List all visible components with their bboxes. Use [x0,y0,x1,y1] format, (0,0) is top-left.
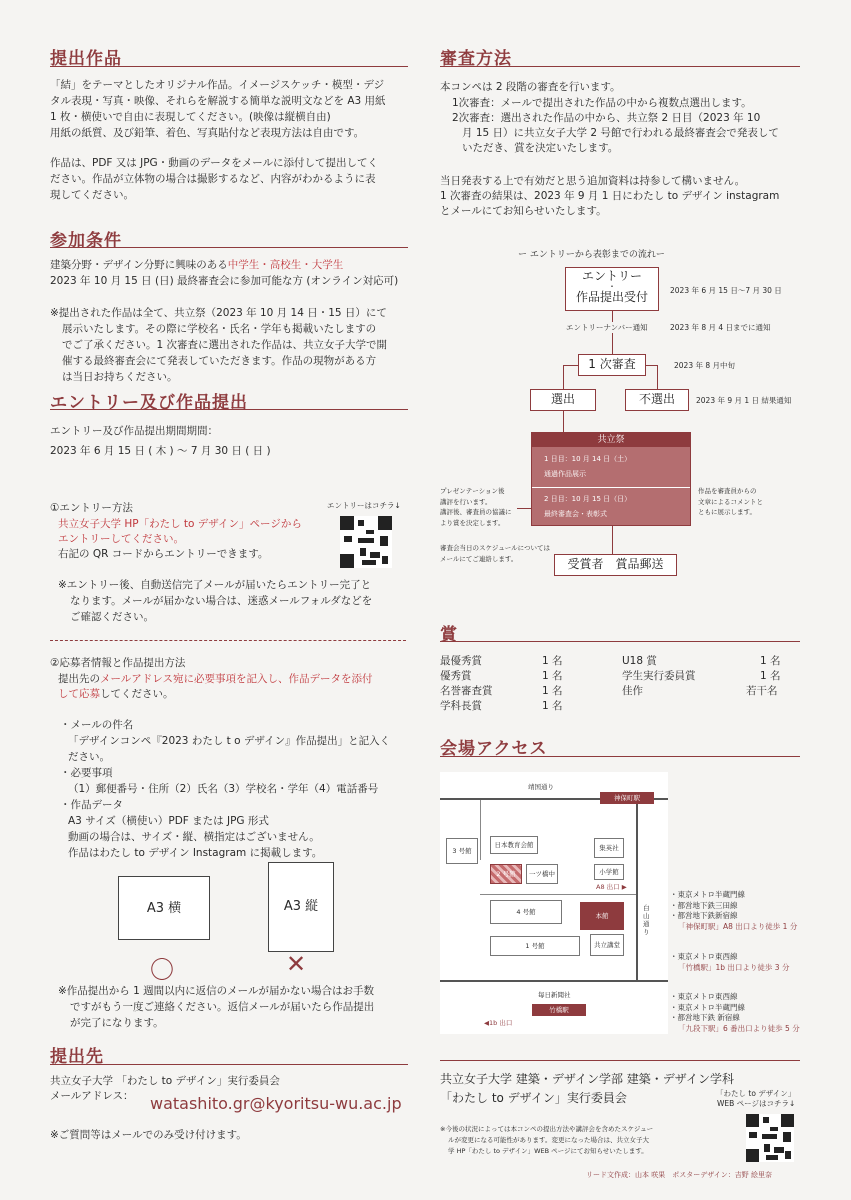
hitotsu: 一ツ橋中 [526,864,558,884]
dashed-divider [50,640,406,641]
final-note: が完了になります。 [70,1017,164,1029]
applicant-red: して応募 [58,688,100,700]
flow-schedule-note-line: 審査会当日のスケジュールについては [440,544,550,552]
a3-landscape-box: A3 横 [118,876,210,940]
review-line: 月 15 日）に共立女子大学 2 号館で行われる最終審査会で発表して [462,127,779,139]
award-count: 1 名 [760,670,781,682]
final-note: ※作品提出から 1 週間以内に返信のメールが届かない場合はお手数 [58,985,374,997]
flow-connector [612,526,613,554]
award-name: 佳作 [622,685,643,697]
applicant-title: ②応募者情報と作品提出方法 [50,657,186,669]
route-line: ・都営地下鉄 新宿線 [670,1013,740,1022]
submission-line: 用紙の紙質、及び鉛筆、着色、写真貼付など表現方法は自由です。 [50,127,365,139]
submission-line: 現してください。 [50,189,134,201]
award-name: 学科長賞 [440,700,482,712]
footer-note-line: ルが変更になる可能性があります。変更になった場合は、共立女子大 [448,1136,649,1144]
flow-festival-title: 共立祭 [532,433,690,447]
route-line: ・東京メトロ東西線 [670,992,738,1001]
entry-method-link[interactable]: エントリーしてください。 [58,533,184,545]
conditions-note: ※提出された作品は全て、共立祭（2023 年 10 月 14 日・15 日）にて [50,307,387,319]
applicant-red: メールアドレス宛に必要事項を記入し、作品データを添付 [100,673,373,685]
conditions-line [50,258,343,274]
award-name: 優秀賞 [440,670,472,682]
entry-method-title: ①エントリー方法 [50,502,133,514]
shueisha: 集英社 [594,838,624,858]
map-road [636,800,638,980]
elementary: 小学館 [594,864,624,880]
divider [440,756,800,757]
flow-entry-box [565,267,659,311]
award-name: 名誉審査賞 [440,685,493,697]
flow-right-note [698,486,763,518]
flow-right-note-line: ともに展示します。 [698,508,756,516]
divider [440,1060,800,1061]
conditions-note: 展示いたします。その際に学校名・氏名・学年も掲載いたしますの [62,323,377,335]
bld3: 3 号館 [446,838,478,864]
flow-day2: 2 日目：10 月 15 日（日） [544,495,632,503]
a3-portrait-box: A3 縦 [268,862,334,952]
section-conditions-title: 参加条件 [50,231,122,251]
flow-connector [563,411,564,432]
dest-note: ※ご質問等はメールでのみ受け付けます。 [50,1129,247,1141]
flow-schedule-note-line: メールにてご連絡します。 [440,554,518,563]
flow-left-note-line: 講評後、審査員の協議に [440,508,512,516]
route-line: ・東京メトロ半蔵門線 [670,1002,745,1012]
flow-right-note-line: 作品を審査員からの [698,487,757,495]
dest-email-label: メールアドレス： [50,1090,134,1102]
flow-connector [612,311,613,355]
data-line: A3 サイズ（横使い）PDF または JPG 形式 [68,815,269,827]
ng-mark: ✕ [286,950,307,978]
routes3 [670,992,800,1034]
section-entry-title: エントリー及び作品提出 [50,393,248,413]
flow-not-selected: 不選出 [625,389,689,411]
flow-left-note-line: プレゼンテーション後 [440,487,505,495]
data-line: 動画の場合は、サイズ・縦、横指定はございません。 [68,831,320,843]
conditions-note: は当日お持ちください。 [62,371,178,383]
dest-org: 共立女子大学 「わたし to デザイン」実行委員会 [50,1075,280,1087]
section-submission-title: 提出作品 [50,49,122,69]
award-count: 1 名 [760,655,781,667]
flow-connector [563,365,564,389]
a8-exit: A8 出口 ▶ [596,883,627,891]
award-count: 1 名 [542,670,563,682]
review-line: 当日発表する上で有効だと思う追加資料は持参して構いません。 [440,175,746,187]
conditions-note: 催する最終審査会にて発表していただきます。作品の現物がある方 [62,355,377,367]
review-line: とメールにてお知らせいたします。 [440,205,607,217]
applicant-line [58,687,174,703]
footer-committee: 「わたし to デザイン」実行委員会 [440,1091,627,1105]
divider [50,247,408,248]
subject: 「デザインコンペ『2023 わたし t o デザイン』作品提出」と記入く [68,735,391,747]
flow-left-note [440,486,512,528]
flow-festival-block [531,432,691,526]
conditions-note: でご了承ください。1 次審査に選出された作品は、共立女子大学で開 [62,339,388,351]
bld1: 1 号館 [490,936,580,956]
review-line: いただき、賞を決定いたします。 [462,142,619,154]
entry-method-note: ご確認ください。 [70,611,154,623]
submission-line: 1 枚・横使いで自由に表現してください。(映像は縦横自由) [50,111,331,123]
divider [50,1064,408,1065]
review-line: 1次審査：メールで提出された作品の中から複数点選出します。 [452,97,752,109]
divider [50,409,408,410]
required-head: ・必要事項 [60,767,113,779]
entry-period: 2023 年 6 月 15 日 ( 木 ) ～ 7 月 30 日 ( 日 ) [50,445,271,457]
award-count: 1 名 [542,655,563,667]
b1b-exit: ◀1b 出口 [484,1019,513,1027]
conditions-highlight: 中学生・高校生・大学生 [227,259,344,271]
flow-day2-sub: 最終審査会・表彰式 [544,510,607,518]
footer-credit: リード文作成：山本 咲果 ポスターデザイン：吉野 絵里奈 [586,1171,772,1179]
dest-email[interactable]: watashito.gr@kyoritsu-wu.ac.jp [150,1094,402,1113]
flow-entry-label: エントリー [581,269,642,283]
flow-left-note-line: 講評を行います。 [440,497,492,506]
data-line: 作品はわたし to デザイン Instagram に掲載します。 [68,847,323,859]
submission-line: 作品は、PDF 又は JPG・動画のデータをメールに添付して提出してく [50,157,378,169]
conditions-line: 2023 年 10 月 15 日 (日) 最終審査会に参加可能な方 (オンライン対応可) [50,275,399,287]
submission-line: タル表現・写真・映像、それらを解説する簡単な説明文などを A3 用紙 [50,95,386,107]
flow-first-review: 1 次審査 [578,354,646,376]
web-qr-code[interactable] [746,1114,794,1162]
web-caption [716,1089,795,1109]
entry-method-note: ※エントリー後、自動送信完了メールが届いたらエントリー完了と [58,579,372,591]
routes1 [670,890,797,932]
review-line: 本コンペは 2 段階の審査を行います。 [440,81,621,93]
footer-note [440,1124,653,1157]
award-name: U18 賞 [622,655,657,667]
submission-line: 「結」をテーマとしたオリジナル作品。イメージスケッチ・模型・デジ [50,79,385,91]
bld2: 2 号館 [490,864,522,884]
routes2 [670,952,789,973]
entry-method-line: 右記の QR コードからエントリーできます。 [58,548,269,560]
flow-entry-label: 作品提出受付 [575,290,648,304]
flow-connector [657,365,658,389]
flow-left-note-line: より賞を決定します。 [440,518,505,527]
entry-method-link[interactable]: 共立女子大学 HP「わたし to デザイン」ページから [58,518,302,530]
route-note: 「竹橋駅」1b 出口より徒歩 3 分 [678,962,790,972]
map-road [440,980,668,982]
subject-head: ・メールの件名 [60,719,134,731]
divider [440,66,800,67]
bld4: 4 号館 [490,900,562,924]
route-line: ・都営地下鉄三田線 [670,900,738,910]
takebashi-station: 竹橋駅 [532,1004,586,1016]
honkan: 本館 [580,902,624,930]
flow-right-note-line: 文章によるコメントと [698,497,763,506]
street-top-label: 靖国通り [528,783,554,791]
mainichi-label: 毎日新聞社 [538,991,571,999]
divider [440,641,800,642]
jimbocho-station: 神保町駅 [600,792,654,804]
flow-result-date: 2023 年 9 月 1 日 結果通知 [696,396,792,405]
flow-first-date: 2023 年 8 月中旬 [674,361,736,370]
section-awards-title: 賞 [440,625,458,645]
jpkyoiku: 日本教育会館 [490,836,538,854]
entry-method-note: なります。メールが届かない場合は、迷惑メールフォルダなどを [70,595,373,607]
award-count: 1 名 [542,685,563,697]
access-map [440,772,668,1034]
award-name: 最優秀賞 [440,655,482,667]
qr-caption: エントリーはコチラ↓ [327,501,401,510]
review-line: 1 次審査の結果は、2023 年 9 月 1 日にわたし to デザイン instagram [440,190,780,202]
hakusan-label: 白山通り [643,904,650,936]
data-head: ・作品データ [60,799,123,811]
award-count: 1 名 [542,700,563,712]
flow-day1-sub: 通過作品展示 [544,470,586,478]
flow-selected: 選出 [530,389,596,411]
review-line: 2次審査：選出された作品の中から、共立祭 2 日目（2023 年 10 [452,112,761,124]
section-access-title: 会場アクセス [440,739,548,759]
conditions-prefix: 建築分野・デザイン分野に興味のある [50,259,228,271]
section-dest-title: 提出先 [50,1047,104,1067]
submission-line: ださい。作品が立体物の場合は撮影するなど、内容がわかるように表 [50,173,376,185]
flow-festival-divider [532,487,690,488]
flow-schedule-note [440,543,550,564]
kodo: 共立講堂 [590,934,624,956]
award-name: 学生実行委員賞 [622,670,696,682]
flow-title: ー エントリーから表彰までの流れー [518,250,665,260]
route-line: ・都営地下鉄新宿線 [670,911,738,920]
flow-connector [563,365,578,366]
flow-award-box: 受賞者 賞品郵送 [554,554,677,576]
applicant-prefix: 提出先の [58,673,100,685]
footer-note-line: 学 HP「わたし to デザイン」WEB ページにてお知らせいたします。 [448,1147,648,1155]
map-road [480,800,481,860]
map-road [480,894,636,895]
flow-entry-dot: ・ [608,282,616,291]
route-line: ・東京メトロ東西線 [670,952,738,961]
applicant-line [58,672,372,688]
route-note: 「神保町駅」A8 出口より徒歩 1 分 [678,921,798,931]
flow-entry-date: 2023 年 6 月 15 日～7 月 30 日 [670,286,782,295]
final-note: ですがもう一度ご連絡ください。返信メールが届いたら作品提出 [70,1001,375,1013]
flow-day1: 1 日目：10 月 14 日（土） [544,455,632,463]
footer-note-line: ※今後の状況によっては本コンペの提出方法や講評会を含めたスケジュー [440,1125,654,1133]
footer-dept: 共立女子大学 建築・デザイン学部 建築・デザイン学科 [440,1072,734,1086]
flow-connector [517,508,531,509]
entry-qr-code[interactable] [340,516,392,568]
flow-number-date: 2023 年 8 月 4 日までに通知 [670,323,771,332]
subject-end: ださい。 [68,751,110,763]
route-line: ・東京メトロ半蔵門線 [670,890,745,899]
ok-mark: 〇 [150,956,174,984]
entry-period-label: エントリー及び作品提出期間期間： [50,425,218,437]
route-note: 「九段下駅」6 番出口より徒歩 5 分 [678,1023,800,1033]
web-caption-line: 「わたし to デザイン」 [716,1089,796,1098]
section-review-title: 審査方法 [440,49,512,69]
award-count: 若干名 [746,685,778,697]
required: （1）郵便番号・住所（2）氏名（3）学校名・学年（4）電話番号 [68,783,379,795]
flow-number-notice: エントリーナンバー通知 [566,323,648,332]
divider [50,66,408,67]
applicant-suffix: してください。 [100,688,174,700]
web-caption-line: WEB ページはコチラ↓ [716,1099,796,1108]
